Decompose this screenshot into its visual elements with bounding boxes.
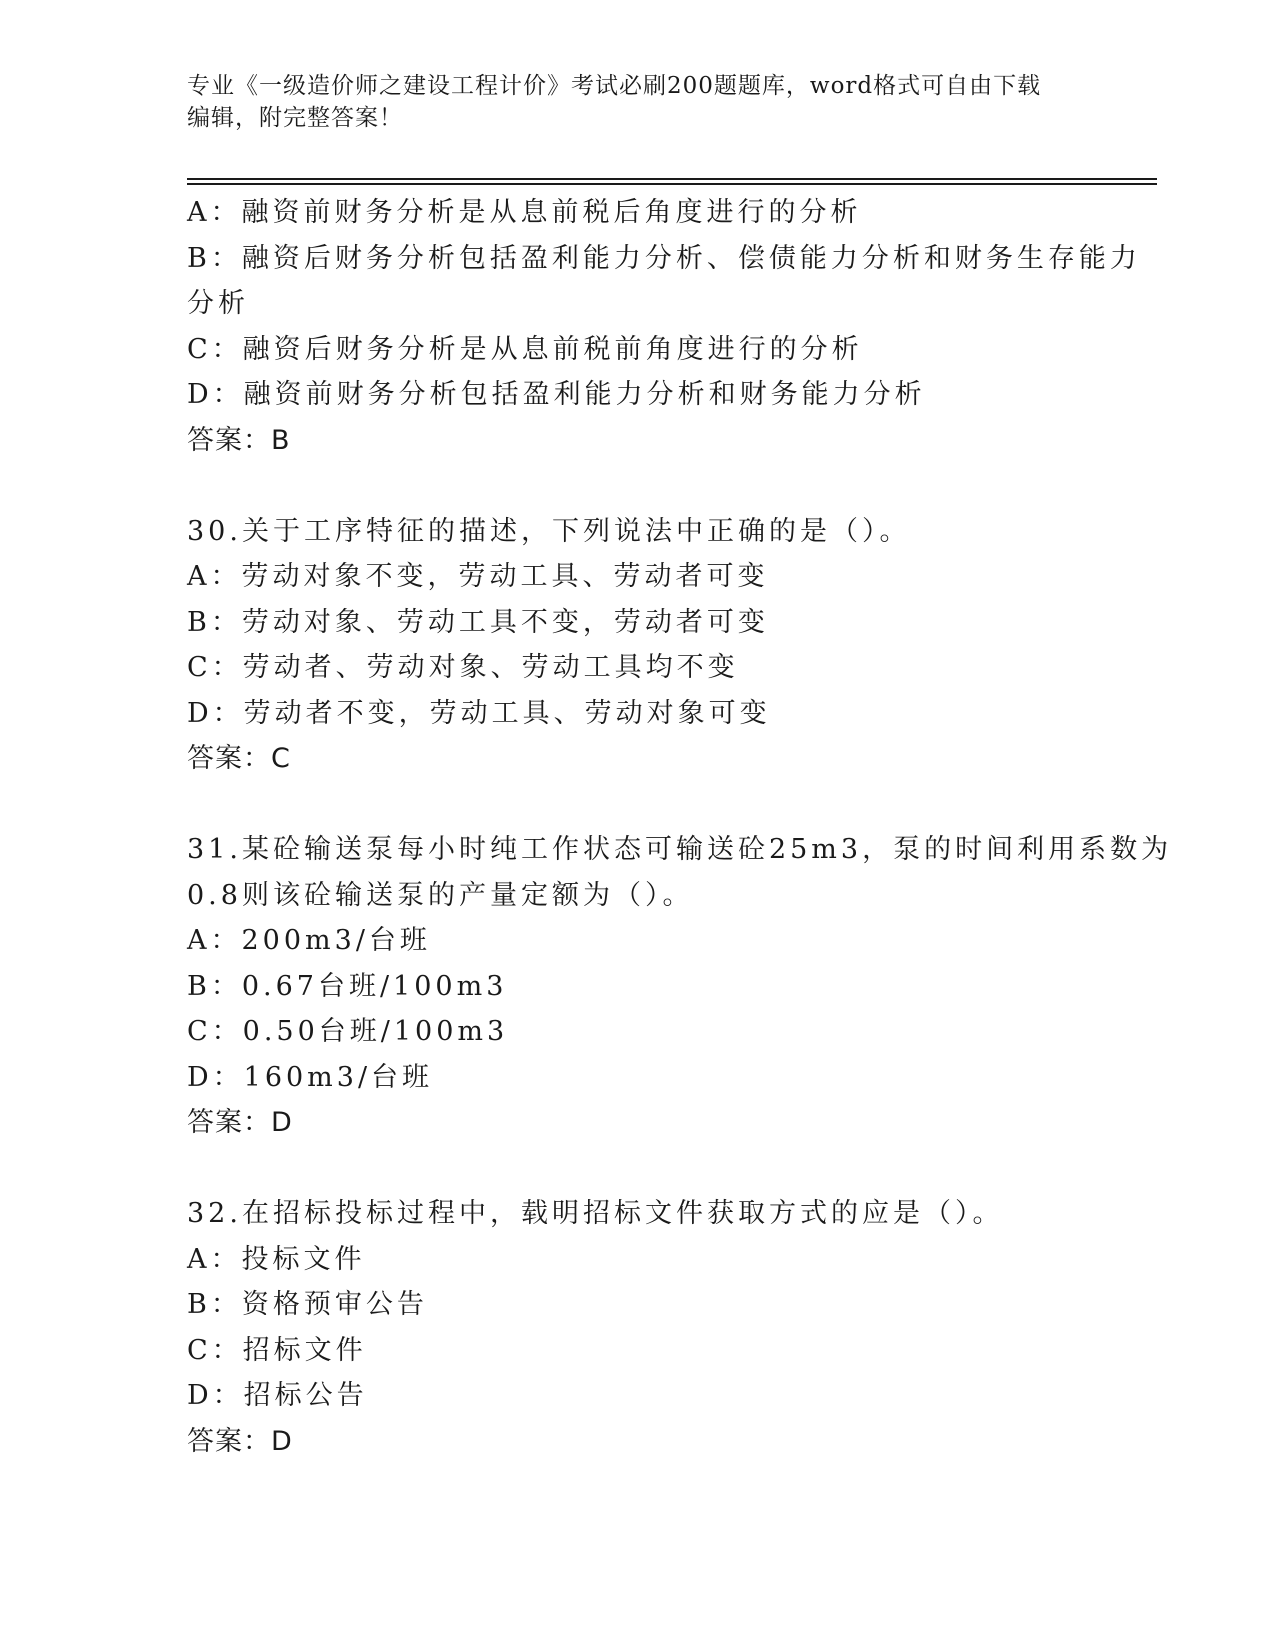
option-c: C：招标文件 (187, 1334, 367, 1366)
question-32 (187, 1191, 1087, 1464)
option-d: D：招标公告 (187, 1380, 368, 1411)
spacer (187, 463, 1087, 509)
option-c: C：劳动者、劳动对象、劳动工具均不变 (187, 652, 739, 683)
option-c: C：0.50台班/100m3 (187, 1016, 509, 1047)
question-list (187, 190, 1173, 1464)
option-d: D：160m3/台班 (187, 1061, 434, 1093)
option-c: C：融资后财务分析是从息前税前角度进行的分析 (187, 333, 863, 365)
option-a: A：投标文件 (187, 1243, 366, 1275)
question-stem: 31.某砼输送泵每小时纯工作状态可输送砼25m3，泵的时间利用系数为 (187, 834, 1173, 865)
question-30 (187, 509, 1087, 782)
header-divider-bottom (187, 183, 1157, 185)
option-b: B：资格预审公告 (187, 1289, 428, 1320)
spacer (187, 782, 1087, 828)
option-d: D：劳动者不变，劳动工具、劳动对象可变 (187, 697, 771, 729)
question-29 (187, 190, 1141, 463)
option-b-continued: 分析 (187, 288, 249, 319)
answer: 答案：D (187, 1425, 293, 1457)
option-b: B：融资后财务分析包括盈利能力分析、偿债能力分析和财务生存能力 (187, 242, 1141, 274)
spacer (187, 1146, 1087, 1192)
document-header (187, 70, 1087, 134)
answer: 答案：D (187, 1107, 293, 1138)
header-divider-top (187, 178, 1157, 180)
question-31 (187, 827, 1173, 1146)
option-a: A：融资前财务分析是从息前税后角度进行的分析 (187, 197, 862, 228)
option-a: A：200m3/台班 (187, 925, 431, 956)
header-line-2: 编辑，附完整答案！ (187, 105, 403, 131)
answer: 答案：C (187, 743, 291, 774)
question-stem: 32.在招标投标过程中，载明招标文件获取方式的应是（）。 (187, 1198, 1004, 1229)
option-d: D：融资前财务分析包括盈利能力分析和财务能力分析 (187, 379, 926, 410)
question-stem-continued: 0.8则该砼输送泵的产量定额为（）。 (187, 879, 694, 911)
option-b: B：劳动对象、劳动工具不变，劳动者可变 (187, 606, 769, 638)
header-line-1: 专业《一级造价师之建设工程计价》考试必刷200题题库，word格式可自由下载 (187, 73, 1042, 99)
question-stem: 30.关于工序特征的描述，下列说法中正确的是（）。 (187, 515, 911, 547)
option-a: A：劳动对象不变，劳动工具、劳动者可变 (187, 561, 769, 592)
answer: 答案：B (187, 424, 291, 456)
option-b: B：0.67台班/100m3 (187, 970, 508, 1002)
